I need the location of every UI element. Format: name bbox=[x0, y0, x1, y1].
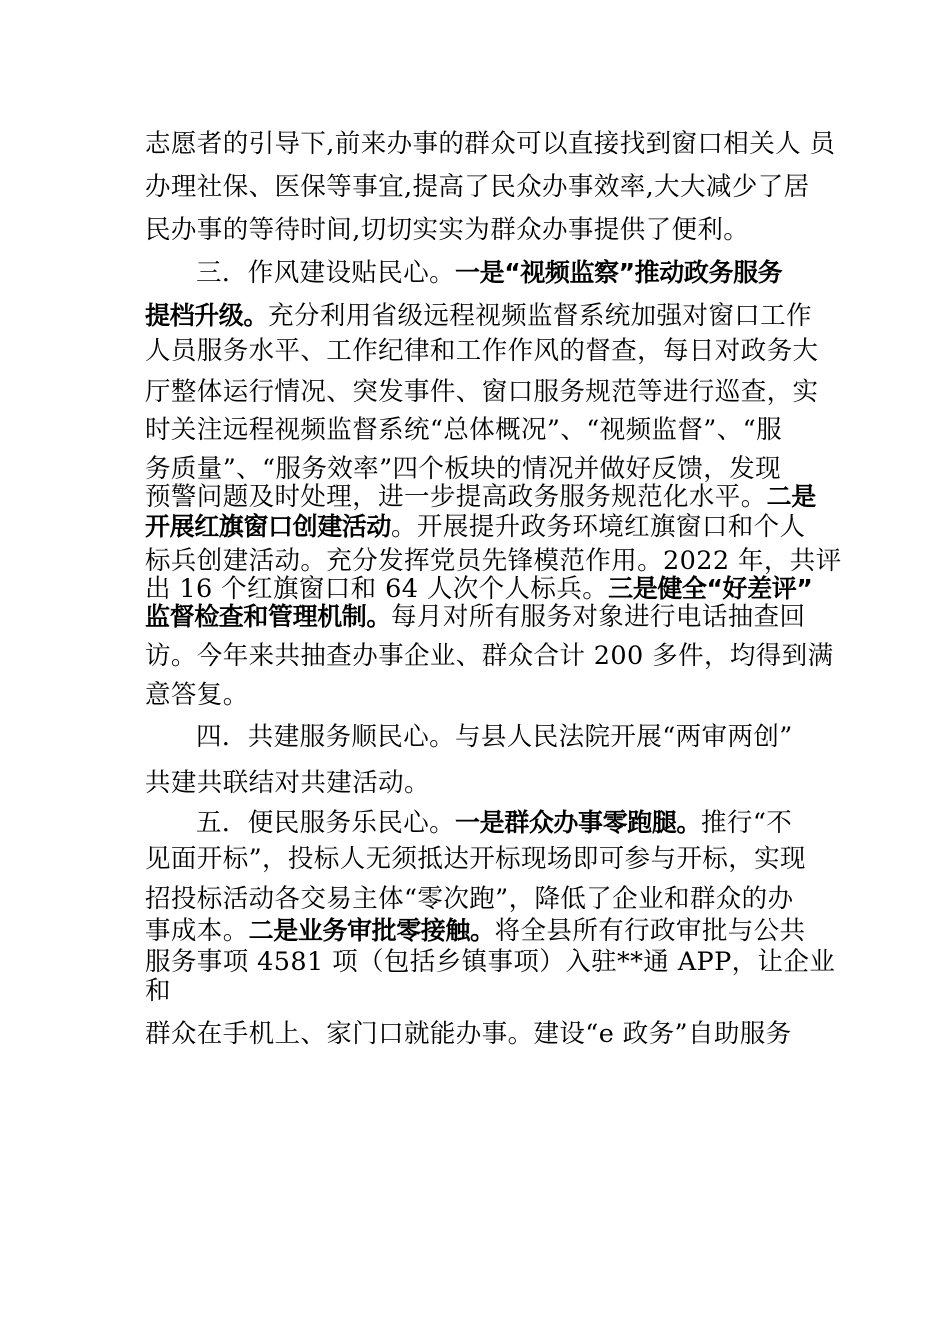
text-line bbox=[196, 720, 793, 754]
text-line bbox=[145, 882, 793, 916]
text-line bbox=[145, 842, 806, 876]
bold-text-segment: 开展红旗窗口创建活动 bbox=[145, 512, 392, 541]
text-line bbox=[145, 170, 810, 204]
text-line bbox=[145, 639, 833, 673]
text-segment: 服务事项 4581 项（包括乡镇事项）入驻**通 APP，让企业 bbox=[145, 947, 836, 977]
text-segment: 四．共建服务顺民心。与县人民法院开展“两审两创” bbox=[196, 722, 793, 752]
text-segment: 每月对所有服务对象进行电话抽查回 bbox=[391, 602, 806, 632]
text-segment: 群众在手机上、家门口就能办事。建设“e 政务”自助服务 bbox=[145, 1019, 792, 1049]
text-segment: 见面开标”，投标人无须抵达开标现场即可参与开标，实现 bbox=[145, 844, 806, 874]
bold-text-segment: 二是业务审批零接触。 bbox=[248, 916, 495, 945]
text-segment: 五．便民服务乐民心。 bbox=[196, 808, 456, 838]
bold-text-segment: 三是健全“好差评” bbox=[608, 574, 813, 603]
text-line bbox=[196, 806, 792, 840]
text-segment: 事成本。 bbox=[145, 916, 249, 946]
bold-text-segment: 一是“视频监察”推动政务服务 bbox=[455, 258, 783, 287]
text-segment: 意答复。 bbox=[145, 680, 249, 710]
text-line bbox=[145, 480, 816, 514]
text-segment: 访。今年来共抽查办事企业、群众合计 200 多件，均得到满 bbox=[145, 641, 834, 671]
text-line bbox=[145, 600, 805, 634]
text-line bbox=[145, 334, 818, 368]
bold-text-segment: 二是 bbox=[766, 482, 816, 511]
text-segment: 将全县所有行政审批与公共 bbox=[494, 916, 806, 946]
text-line bbox=[145, 974, 171, 1008]
bold-text-segment: 提档升级。 bbox=[145, 301, 269, 330]
text-line bbox=[145, 510, 805, 544]
text-line bbox=[145, 375, 818, 409]
bold-text-segment: 监督检查和管理机制。 bbox=[145, 602, 392, 631]
text-line bbox=[145, 914, 805, 948]
text-segment: 充分利用省级远程视频监督系统加强对窗口工作 bbox=[268, 301, 812, 331]
text-segment: 和 bbox=[145, 976, 171, 1006]
text-segment: 出 16 个红旗窗口和 64 人次个人标兵。 bbox=[145, 574, 609, 604]
text-line bbox=[145, 299, 812, 333]
text-segment: 。开展提升政务环境红旗窗口和个人 bbox=[391, 512, 806, 542]
text-segment: 招投标活动各交易主体“零次跑”，降低了企业和群众的办 bbox=[145, 884, 794, 914]
text-segment: 推行“不 bbox=[701, 808, 793, 838]
text-segment: 共建共联结对共建活动。 bbox=[145, 768, 430, 798]
text-segment: 民办事的等待时间,切切实实为群众办事提供了便利。 bbox=[145, 215, 750, 245]
text-line bbox=[145, 1017, 792, 1051]
text-line bbox=[145, 127, 835, 161]
text-line bbox=[145, 413, 782, 447]
bold-text-segment: 一是群众办事零跑腿。 bbox=[455, 808, 702, 837]
text-segment: 志愿者的引导下,前来办事的群众可以直接找到窗口相关人 员 bbox=[145, 129, 836, 159]
text-line bbox=[196, 256, 782, 290]
text-segment: 标兵创建活动。充分发挥党员先锋模范作用。2022 年，共评 bbox=[145, 546, 842, 576]
text-segment: 厅整体运行情况、突发事件、窗口服务规范等进行巡查，实 bbox=[145, 377, 819, 407]
text-line bbox=[145, 945, 835, 979]
text-line bbox=[145, 766, 430, 800]
text-segment: 务质量”、“服务效率”四个板块的情况并做好反馈，发现 bbox=[145, 454, 782, 484]
text-segment: 时关注远程视频监督系统“总体概况”、“视频监督”、“服 bbox=[145, 415, 782, 445]
text-segment: 办理社保、医保等事宜,提高了民众办事效率,大大减少了居 bbox=[145, 172, 810, 202]
text-line bbox=[145, 213, 749, 247]
text-segment: 人员服务水平、工作纪律和工作作风的督查，每日对政务大 bbox=[145, 336, 819, 366]
text-segment: 预警问题及时处理，进一步提高政务服务规范化水平。 bbox=[145, 482, 767, 512]
text-segment: 三．作风建设贴民心。 bbox=[196, 258, 456, 288]
text-line bbox=[145, 678, 249, 712]
